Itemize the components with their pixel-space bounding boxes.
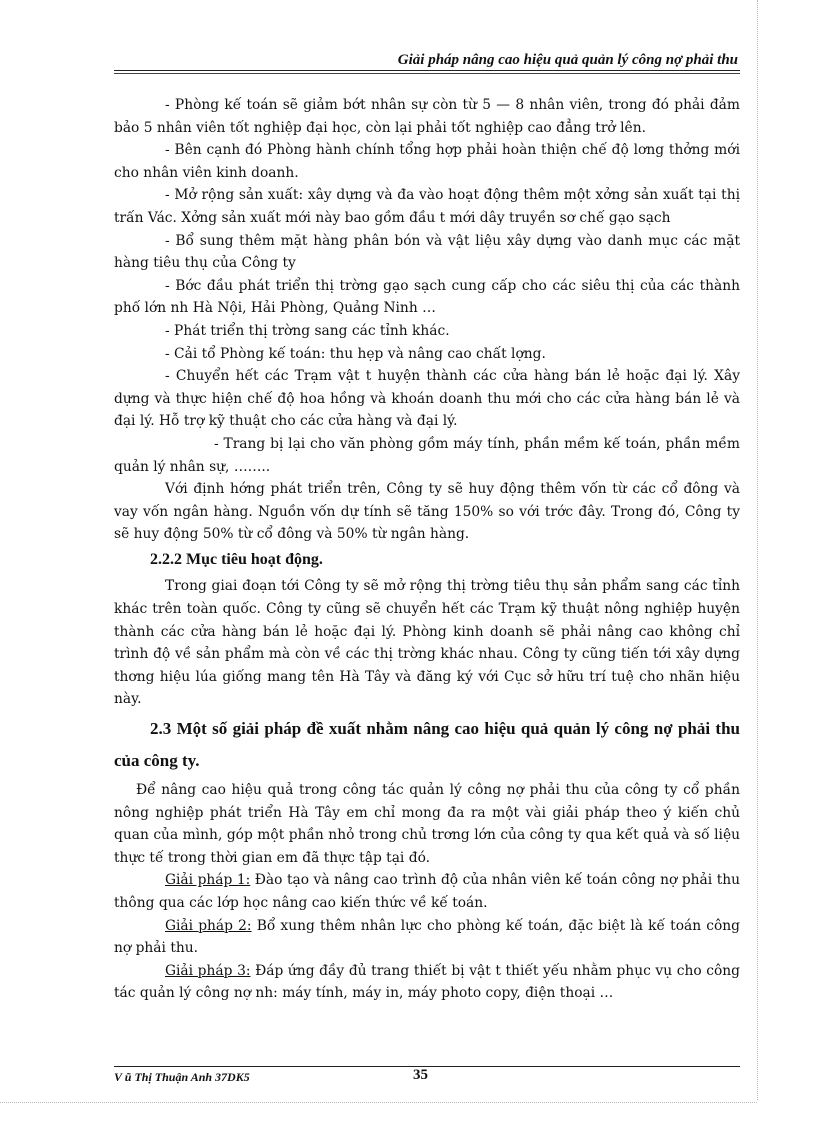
paragraph-convert-stations: - Chuyển hết các Trạm vật t huyện thành các cửa hàng bán lẻ hoặc đại lý. Xây dựng và thực hiện chế độ hoa hồng và khoán doanh thu mới cho các cửa hàng bán lẻ và đại lý. Hỗ trợ kỹ thuật cho các cửa hàng và đại lý. (114, 368, 740, 430)
body-text (114, 94, 740, 1005)
page-number: 35 (413, 1067, 428, 1083)
page-border-bottom (0, 1102, 757, 1103)
paragraph-solution-2 (114, 915, 740, 960)
header-rule (114, 70, 740, 71)
paragraph-capital-raising: Với định hớng phát triển trên, Công ty sẽ huy động thêm vốn từ các cổ đông và vay vốn ngân hàng. Nguồn vốn dự tính sẽ tăng 150% so với trớc đây. Trong đó, Công ty sẽ huy động 50% từ cổ đông và 50% từ ngân hàng. (114, 481, 740, 543)
solution-2-label: Giải pháp 2: (165, 917, 252, 934)
paragraph-solution-1 (114, 869, 740, 914)
solution-2-text: Bổ xung thêm nhân lực cho phòng kế toán, đặc biệt là kế toán công nợ phải thu. (114, 917, 740, 957)
paragraph-operating-goals: Trong giai đoạn tới Công ty sẽ mở rộng thị trờng tiêu thụ sản phẩm sang các tỉnh khác trên toàn quốc. Công ty cũng sẽ chuyển hết các Trạm kỹ thuật nông nghiệp huyện thành các cửa hàng bán lẻ hoặc đại lý. Phòng kinh doanh sẽ phải nâng cao không chỉ trình độ về sản phẩm mà còn về các thị trờng khác nhau. Công ty cũng tiến tới xây dựng thơng hiệu lúa giống mang tên Hà Tây và đăng ký với Cục sở hữu trí tuệ cho nhãn hiệu này. (114, 578, 740, 708)
page-border-right (757, 0, 758, 1100)
paragraph-admin-policy: - Bên cạnh đó Phòng hành chính tổng hợp phải hoàn thiện chế độ lơng thởng mới cho nhân viên kinh doanh. (114, 142, 740, 181)
paragraph-equip-office: - Trang bị lại cho văn phòng gồm máy tính, phần mềm kế toán, phần mềm quản lý nhân sự, …….. (114, 435, 740, 475)
solution-1-label: Giải pháp 1: (165, 872, 251, 889)
paragraph-solution-3 (114, 960, 740, 1005)
paragraph-develop-markets: - Phát triển thị trờng sang các tỉnh khác. (165, 322, 450, 339)
solution-3-label: Giải pháp 3: (165, 962, 251, 979)
footer-author: V ũ Thị Thuận Anh 37DK5 (114, 1070, 250, 1084)
paragraph-add-products: - Bổ sung thêm mặt hàng phân bón và vật liệu xây dựng vào danh mục các mặt hàng tiêu thụ của Công ty (114, 232, 740, 272)
section-heading-2-3: 2.3 Một số giải pháp đề xuất nhằm nâng cao hiệu quả quản lý công nợ phải thu của công ty. (114, 719, 740, 771)
paragraph-expand-production: - Mở rộng sản xuất: xây dựng và đa vào hoạt động thêm một xởng sản xuất tại thị trấn Vác. Xởng sản xuất mới này bao gồm đầu t mới dây truyền sơ chế gạo sạch (114, 187, 740, 226)
paragraph-staff-reduction: - Phòng kế toán sẽ giảm bớt nhân sự còn từ 5 — 8 nhân viên, trong đó phải đảm bảo 5 nhân viên tốt nghiệp đại học, còn lại phải tốt nghiệp cao đẳng trở lên. (114, 97, 740, 136)
solution-1-text: Đào tạo và nâng cao trình độ của nhân viên kế toán công nợ phải thu thông qua các lớp học nâng cao kiến thức về kế toán. (114, 872, 741, 911)
header-rule-thin (114, 73, 740, 74)
running-header-title: Giải pháp nâng cao hiệu quả quản lý công nợ phải thu (397, 52, 738, 68)
solution-3-text: Đáp ứng đầy đủ trang thiết bị vật t thiết yếu nhằm phục vụ cho công tác quản lý công nợ nh: máy tính, máy in, máy photo copy, điện thoại … (114, 962, 740, 1002)
paragraph-solutions-intro: Để nâng cao hiệu quả trong công tác quản lý công nợ phải thu của công ty cổ phần nông nghiệp phát triển Hà Tây em chỉ mong đa ra một vài giải pháp theo ý kiến chủ quan của mình, góp một phần nhỏ trong chủ trơng lớn của công ty qua kết quả và số liệu thực tế trong thời gian em đã thực tập tại đó. (114, 782, 740, 866)
paragraph-clean-rice-market: - Bớc đầu phát triển thị trờng gạo sạch cung cấp cho các siêu thị của các thành phố lớn nh Hà Nội, Hải Phòng, Quảng Ninh … (114, 277, 740, 317)
paragraph-reform-accounting: - Cải tổ Phòng kế toán: thu hẹp và nâng cao chất lợng. (165, 345, 546, 362)
section-heading-2-2-2: 2.2.2 Mục tiêu hoạt động. (150, 550, 323, 568)
